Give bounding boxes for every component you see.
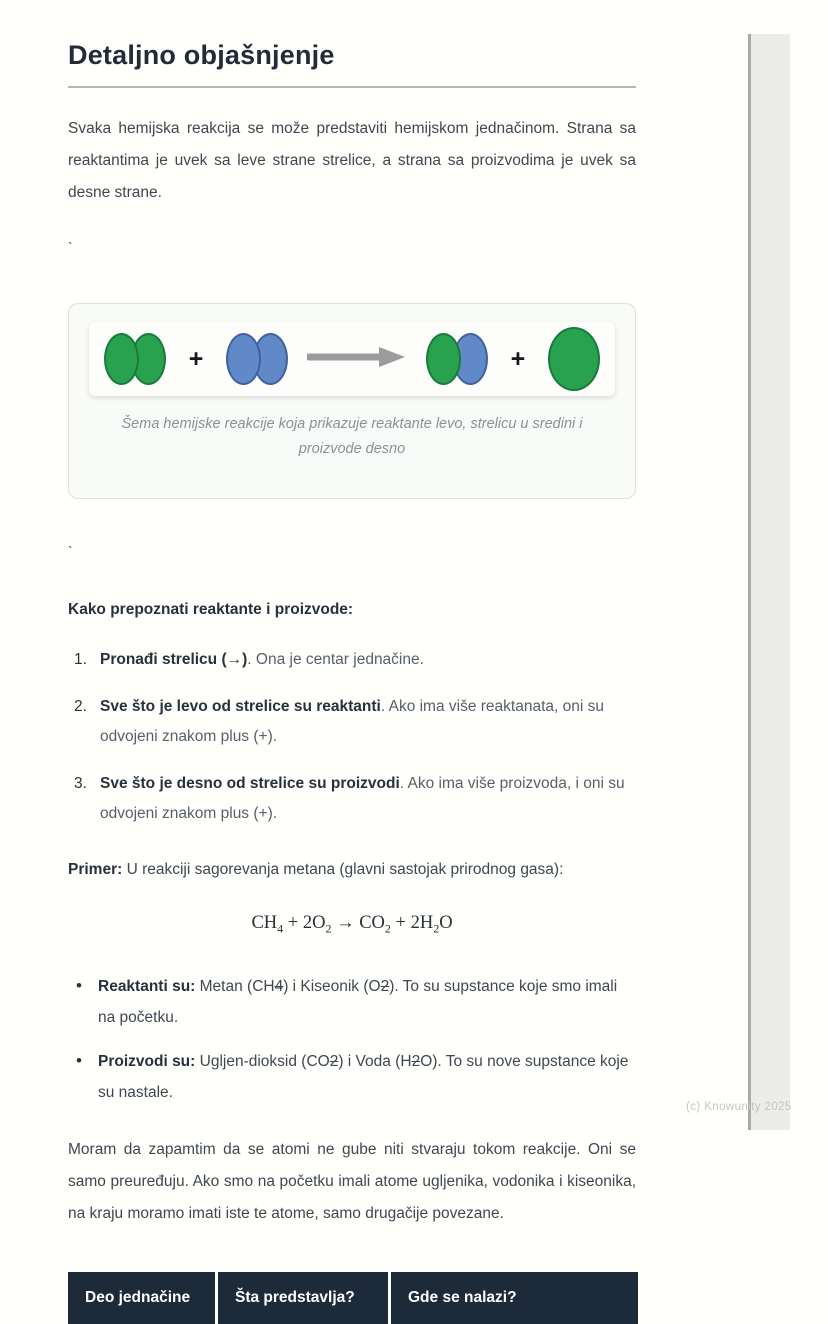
struck-digit: 2 (329, 1052, 339, 1070)
struck-digit: 2 (380, 977, 390, 995)
howto-item-bold: Sve što je levo od strelice su reaktanti (100, 698, 381, 715)
green-atom (104, 333, 139, 385)
howto-item-rest: . Ona je centar jednačine. (247, 651, 424, 668)
table-header-row (68, 1272, 638, 1324)
result-list (68, 971, 636, 1108)
howto-item (68, 769, 636, 829)
green-atom (426, 333, 461, 385)
table-header-deo-jednacine: Deo jednačine (68, 1272, 215, 1324)
equation-subscript: 4 (277, 921, 284, 936)
bullet-text: ). To su supstance koje smo imali na početku. (98, 977, 618, 1026)
howto-item-rest: . Ako ima više proizvoda, i oni su odvojeni znakom plus (+). (100, 775, 625, 822)
bullet-marker: • (76, 1050, 82, 1070)
watermark: (c) Knowunity 2025 (686, 1101, 792, 1113)
equation-segment: CH (251, 913, 278, 933)
page-title: Detaljno objašnjenje (68, 40, 335, 70)
reactant-molecule-green (104, 333, 166, 385)
howto-item (68, 692, 636, 752)
intro-paragraph: Svaka hemijska reakcija se može predstaviti hemijskom jednačinom. Strana sa reaktantima je uvek sa leve strane strelice, a strana sa proizvodima je uvek sa desne strane. (68, 120, 636, 201)
document-content (68, 40, 636, 1324)
struck-digit: 4 (274, 977, 284, 995)
bullet-text: ) i Kiseonik (O (283, 977, 381, 995)
list-number: 1. (74, 651, 87, 668)
reaction-diagram (89, 322, 615, 396)
howto-item-bold: Pronađi strelicu (→) (100, 651, 248, 668)
reaction-figure-card (68, 303, 636, 499)
equation-segment: → CO (331, 913, 385, 933)
example-text: U reakciji sagorevanja metana (glavni sastojak prirodnog gasa): (122, 861, 564, 878)
products-bullet (68, 1046, 636, 1108)
memo-paragraph: Moram da zapamtim da se atomi ne gube niti stvaraju tokom reakcije. Oni se samo preuređuju. Ako smo na početku imali atome ugljenika, vodonika i kiseonika, na kraju moramo imati iste te atome, samo drugačije povezane. (68, 1140, 636, 1222)
vertical-scrollbar[interactable] (748, 34, 790, 1130)
example-paragraph (68, 855, 636, 885)
howto-heading: Kako prepoznati reaktante i proizvode: (68, 601, 354, 618)
bullet-text: Ugljen-dioksid (CO (195, 1052, 330, 1070)
howto-list (68, 645, 636, 829)
product-molecule-mixed (426, 333, 488, 385)
equation-segment: O (439, 913, 453, 933)
table-header-gde-se-nalazi: Gde se nalazi? (391, 1272, 638, 1324)
bullet-bold: Proizvodi su: (98, 1052, 196, 1070)
howto-item-rest: . Ako ima više reaktanata, oni su odvojeni znakom plus (+). (100, 698, 604, 745)
bullet-bold: Reaktanti su: (98, 977, 196, 995)
blue-atom (226, 333, 261, 385)
list-number: 2. (74, 698, 87, 715)
stray-backtick-2: ` (68, 543, 73, 559)
equation-subscript: 2 (325, 921, 332, 936)
reactant-molecule-blue (226, 333, 288, 385)
stray-backtick-1: ` (68, 239, 73, 255)
equation-subscript: 2 (433, 921, 440, 936)
product-atom-green (548, 327, 600, 391)
plus-sign: + (510, 344, 526, 373)
bullet-text: ) i Voda (H (338, 1052, 412, 1070)
equation-segment: + 2H (390, 913, 434, 933)
example-label: Primer: (68, 861, 123, 878)
reaction-arrow-icon (307, 345, 407, 374)
howto-item (68, 645, 636, 675)
equation-subscript: 2 (384, 921, 391, 936)
bullet-marker: • (76, 975, 82, 995)
list-number: 3. (74, 775, 87, 792)
title-divider (68, 86, 636, 88)
plus-sign: + (188, 344, 204, 373)
table-header-sta-predstavlja: Šta predstavlja? (218, 1272, 388, 1324)
equation-segment: + 2O (283, 913, 326, 933)
chemical-equation (68, 913, 636, 937)
figure-caption: Šema hemijske reakcije koja prikazuje reaktante levo, strelicu u sredini i proizvode desno (121, 416, 583, 457)
bullet-text: O). To su nove supstance koje su nastale. (98, 1052, 629, 1101)
howto-item-bold: Sve što je desno od strelice su proizvodi (100, 775, 400, 792)
bullet-text: Metan (CH (195, 977, 275, 995)
struck-digit: 2 (411, 1052, 421, 1070)
reactants-bullet (68, 971, 636, 1033)
